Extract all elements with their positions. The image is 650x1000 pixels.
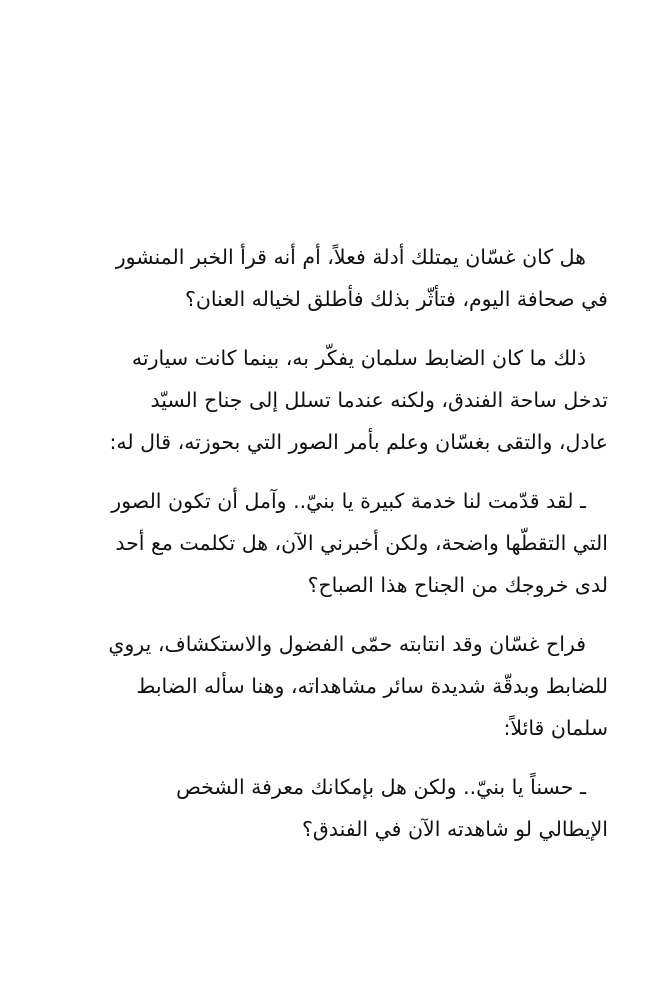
paragraph-1 — [48, 236, 608, 320]
text-line: عادل، والتقى بغسّان وعلم بأمر الصور التي بحوزته، قال له: — [109, 430, 608, 454]
body-text — [48, 236, 608, 867]
paragraph-3 — [48, 480, 608, 606]
text-line: فراح غسّان وقد انتابته حمّى الفضول والاستكشاف، يروي — [108, 632, 586, 656]
text-line: ـ حسناً يا بنيّ.. ولكن هل بإمكانك معرفة الشخص — [176, 775, 586, 799]
text-line: ذلك ما كان الضابط سلمان يفكّر به، بينما كانت سيارته — [131, 346, 586, 370]
paragraph-4 — [48, 623, 608, 749]
paragraph-5 — [48, 766, 608, 850]
text-line: ـ لقد قدّمت لنا خدمة كبيرة يا بنيّ.. وآمل أن تكون الصور — [111, 489, 586, 513]
text-line: في صحافة اليوم، فتأثّر بذلك فأطلق لخياله العنان؟ — [184, 287, 608, 311]
text-line: هل كان غسّان يمتلك أدلة فعلاً، أم أنه قرأ الخبر المنشور — [115, 245, 586, 269]
text-line: التي التقطّها واضحة، ولكن أخبرني الآن، هل تكلمت مع أحد — [115, 531, 608, 555]
paragraph-2 — [48, 337, 608, 463]
text-line: للضابط وبدقّة شديدة سائر مشاهداته، وهنا سأله الضابط — [136, 674, 608, 698]
text-line: تدخل ساحة الفندق، ولكنه عندما تسلل إلى جناح السيّد — [150, 388, 608, 412]
text-line: لدى خروجك من الجناح هذا الصباح؟ — [307, 573, 608, 597]
text-line: الإيطالي لو شاهدته الآن في الفندق؟ — [302, 817, 608, 841]
text-line: سلمان قائلاً: — [503, 716, 608, 740]
